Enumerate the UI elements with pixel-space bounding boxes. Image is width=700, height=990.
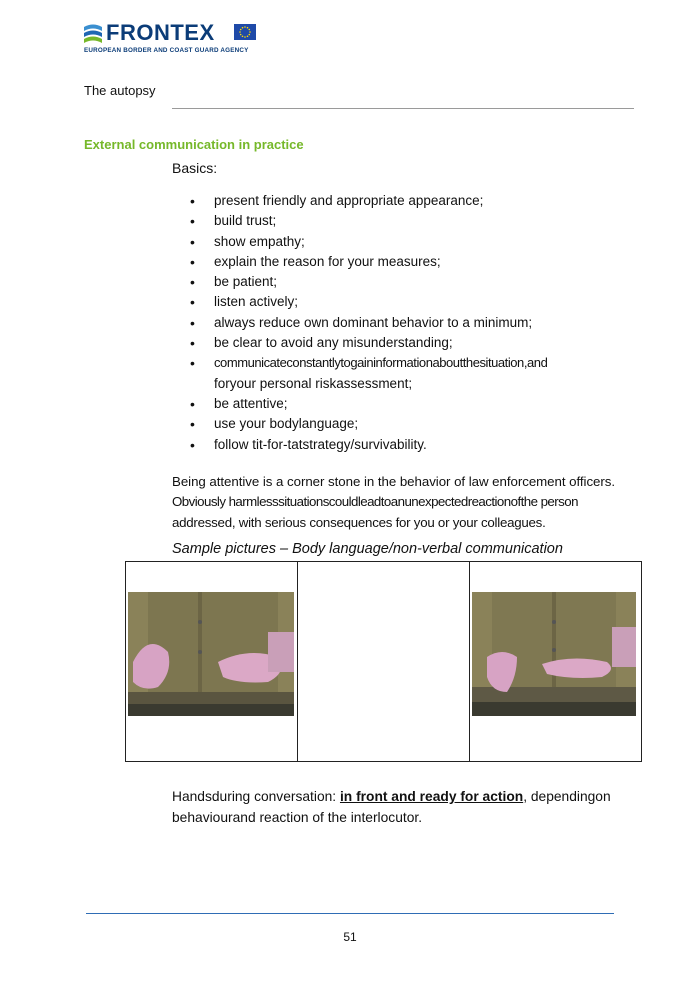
section-heading: External communication in practice	[84, 137, 304, 152]
list-item-continuation: foryour personal riskassessment;	[214, 375, 413, 391]
sample-pictures-table	[125, 561, 642, 762]
eu-flag-icon	[234, 24, 256, 40]
list-item: • show empathy;	[190, 232, 610, 252]
table-cell	[470, 562, 641, 761]
hands-prefix: Handsduring conversation:	[172, 789, 340, 804]
frontex-logo	[84, 20, 264, 60]
list-item: • be attentive;	[190, 394, 610, 414]
table-cell	[298, 562, 470, 761]
paragraph-line: Being attentive is a corner stone in the behavior of law enforcement officers.	[172, 474, 616, 489]
list-item: • build trust;	[190, 211, 610, 231]
figure-caption: Sample pictures – Body language/non-verbal communication	[172, 541, 563, 557]
logo-subtitle: EUROPEAN BORDER AND COAST GUARD AGENCY	[84, 47, 249, 54]
attentive-paragraph	[172, 472, 616, 533]
list-item: • follow tit-for-tatstrategy/survivability.	[190, 435, 610, 455]
list-item: • explain the reason for your measures;	[190, 252, 610, 272]
hands-paragraph	[172, 786, 612, 828]
frontex-wave-icon	[84, 23, 102, 45]
list-item: • be patient;	[190, 272, 610, 292]
list-item-text: communicateconstantlytogaininformationaboutthesituation,and	[214, 355, 548, 371]
table-cell	[126, 562, 298, 761]
list-item	[190, 353, 610, 394]
photo-hands-open	[128, 592, 294, 716]
logo-wordmark: FRONTEX	[106, 20, 215, 45]
header-divider	[172, 108, 634, 109]
list-item: • listen actively;	[190, 292, 610, 312]
list-item: • use your bodylanguage;	[190, 414, 610, 434]
hands-emphasis: in front and ready for action	[339, 789, 524, 804]
paragraph-line: Obviously harmlesssituationscouldleadtoanunexpectedreactionofthe person	[172, 494, 578, 510]
basics-label: Basics:	[172, 160, 218, 176]
photo-hands-ready	[472, 592, 636, 716]
list-item: • be clear to avoid any misunderstanding;	[190, 333, 610, 353]
list-item: • present friendly and appropriate appearance;	[190, 191, 610, 211]
paragraph-line	[172, 786, 612, 807]
page-number: 51	[343, 930, 357, 944]
hands-suffix: , dependingon	[523, 789, 611, 804]
page-header-title: The autopsy	[84, 83, 156, 98]
paragraph-line: behaviourand reaction of the interlocutor.	[172, 810, 423, 825]
basics-list	[190, 191, 610, 455]
paragraph-line: addressed, with serious consequences for you or your colleagues.	[172, 514, 546, 530]
footer-divider	[86, 913, 614, 914]
list-item: • always reduce own dominant behavior to a minimum;	[190, 313, 610, 333]
